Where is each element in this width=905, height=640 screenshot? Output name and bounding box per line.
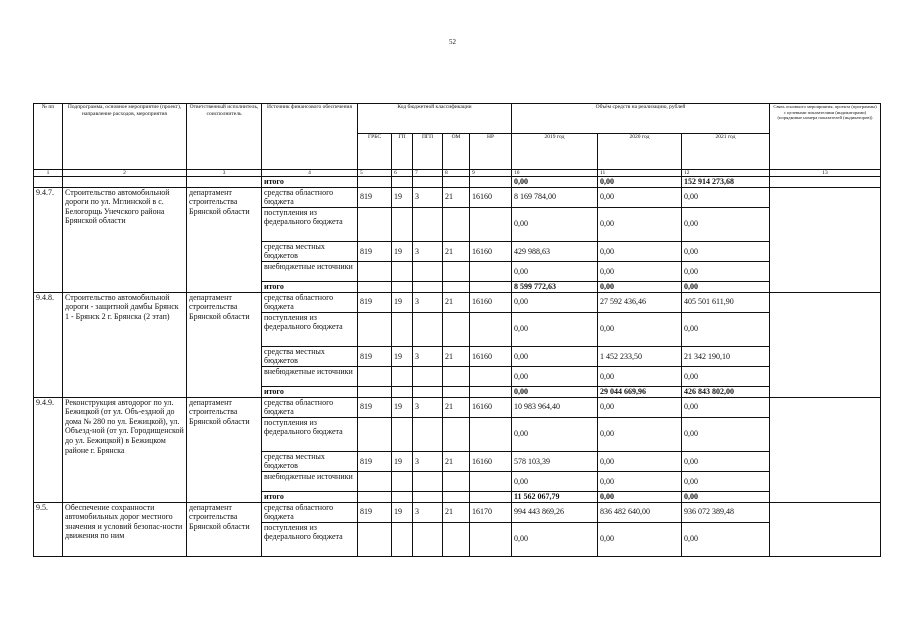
column-number: 7: [413, 170, 443, 177]
budget-table: [33, 103, 881, 557]
column-number: 2: [63, 170, 187, 177]
code-grbs: 819: [358, 241, 392, 261]
table-row: [34, 177, 881, 188]
code-grbs: 819: [358, 187, 392, 207]
measure-name: Реконструкция автодорог по ул. Бежицкой (от ул. Объ-ездной до дома № 280 по ул. Бежицкой), ул. Объезд-ной (от ул. Городищенской до ул. Бежицкой) в Бежицком районе г. Брянска: [63, 397, 187, 502]
empty-cell: [392, 491, 413, 502]
amount-2021: 0,00: [682, 187, 770, 207]
funding-source: поступления из федерального бюджета: [262, 312, 358, 346]
measure-name: Строительство автомобильной дороги по ул. Мглинской в с. Белогорщь Унечского района Брянской области: [63, 187, 187, 292]
column-number: 9: [470, 170, 512, 177]
code-np: [470, 366, 512, 386]
total-2020: 0,00: [598, 281, 682, 292]
code-grbs: [358, 417, 392, 451]
amount-2020: 1 452 233,50: [598, 346, 682, 366]
executor: департамент строительства Брянской области: [187, 187, 262, 292]
amount-2019: 429 988,63: [512, 241, 598, 261]
code-gp: [392, 471, 413, 491]
code-om: [443, 417, 470, 451]
empty-cell: [358, 281, 392, 292]
column-number: 3: [187, 170, 262, 177]
total-2019: 0,00: [512, 177, 598, 188]
total-label: итого: [262, 386, 358, 397]
amount-2020: 0,00: [598, 187, 682, 207]
executor: департамент строительства Брянской области: [187, 292, 262, 397]
empty-cell: [470, 491, 512, 502]
indicator-link: [770, 187, 881, 292]
header-2021: 2021 год: [682, 134, 770, 170]
funding-source: средства областного бюджета: [262, 502, 358, 522]
code-grbs: 819: [358, 451, 392, 471]
amount-2021: 0,00: [682, 417, 770, 451]
code-np: 16160: [470, 241, 512, 261]
header-gp: ГП: [392, 134, 413, 170]
amount-2020: 0,00: [598, 522, 682, 556]
total-2020: 0,00: [598, 491, 682, 502]
code-gp: [392, 522, 413, 556]
empty-cell: [443, 177, 470, 188]
code-np: [470, 471, 512, 491]
amount-2019: 578 103,39: [512, 451, 598, 471]
amount-2020: 836 482 640,00: [598, 502, 682, 522]
code-gp: 19: [392, 346, 413, 366]
amount-2019: 994 443 869,26: [512, 502, 598, 522]
amount-2019: 0,00: [512, 312, 598, 346]
column-numbers-row: [34, 170, 881, 177]
code-pgp: 3: [413, 187, 443, 207]
code-om: 21: [443, 397, 470, 417]
funding-source: поступления из федерального бюджета: [262, 207, 358, 241]
amount-2020: 0,00: [598, 397, 682, 417]
total-2021: 0,00: [682, 491, 770, 502]
code-om: 21: [443, 346, 470, 366]
table-row: [34, 397, 881, 417]
header-program: Подпрограмма, основное мероприятие (проект), направление расходов, мероприятия: [63, 104, 187, 170]
code-om: [443, 471, 470, 491]
code-om: [443, 366, 470, 386]
code-gp: 19: [392, 397, 413, 417]
header-grbs: ГРБС: [358, 134, 392, 170]
code-pgp: 3: [413, 241, 443, 261]
code-om: 21: [443, 451, 470, 471]
funding-source: внебюджетные источники: [262, 261, 358, 281]
amount-2020: 0,00: [598, 261, 682, 281]
amount-2020: 0,00: [598, 417, 682, 451]
code-gp: [392, 207, 413, 241]
page-number: 52: [449, 38, 456, 46]
code-grbs: [358, 522, 392, 556]
amount-2019: 0,00: [512, 522, 598, 556]
header-budget-code: Код бюджетной классификации: [358, 104, 512, 134]
amount-2020: 0,00: [598, 241, 682, 261]
total-label: итого: [262, 491, 358, 502]
code-gp: [392, 261, 413, 281]
row-number: 9.4.8.: [34, 292, 63, 397]
funding-source: средства местных бюджетов: [262, 241, 358, 261]
table-row: [34, 292, 881, 312]
header-pgp: ПГП: [413, 134, 443, 170]
amount-2021: 0,00: [682, 397, 770, 417]
code-np: [470, 312, 512, 346]
header-executor: Ответственный исполнитель, соисполнитель: [187, 104, 262, 170]
empty-cell: [470, 281, 512, 292]
code-om: [443, 261, 470, 281]
code-pgp: [413, 261, 443, 281]
column-number: 4: [262, 170, 358, 177]
funding-source: средства местных бюджетов: [262, 451, 358, 471]
amount-2020: 0,00: [598, 366, 682, 386]
amount-2019: 0,00: [512, 292, 598, 312]
amount-2021: 0,00: [682, 207, 770, 241]
amount-2021: 0,00: [682, 366, 770, 386]
header-source: Источник финансового обеспечения: [262, 104, 358, 170]
code-om: 21: [443, 187, 470, 207]
amount-2019: 0,00: [512, 346, 598, 366]
total-label: итого: [262, 281, 358, 292]
indicator-link: [770, 292, 881, 397]
table-body: [34, 177, 881, 557]
amount-2020: 0,00: [598, 471, 682, 491]
column-number: 12: [682, 170, 770, 177]
column-number: 1: [34, 170, 63, 177]
empty-cell: [470, 177, 512, 188]
amount-2020: 0,00: [598, 312, 682, 346]
code-np: 16170: [470, 502, 512, 522]
empty-cell: [358, 177, 392, 188]
code-grbs: 819: [358, 292, 392, 312]
code-om: [443, 207, 470, 241]
table-row: [34, 502, 881, 522]
code-gp: 19: [392, 451, 413, 471]
funding-source: средства местных бюджетов: [262, 346, 358, 366]
code-np: 16160: [470, 187, 512, 207]
code-pgp: 3: [413, 451, 443, 471]
amount-2020: 27 592 436,46: [598, 292, 682, 312]
total-label: итого: [262, 177, 358, 188]
amount-2019: 0,00: [512, 366, 598, 386]
code-grbs: [358, 312, 392, 346]
code-pgp: 3: [413, 397, 443, 417]
code-gp: [392, 312, 413, 346]
indicator-link: [770, 397, 881, 502]
column-number: 5: [358, 170, 392, 177]
code-pgp: 3: [413, 346, 443, 366]
header-np: НР: [470, 134, 512, 170]
indicator-link: [770, 502, 881, 556]
empty-cell: [34, 177, 63, 188]
empty-cell: [443, 281, 470, 292]
funding-source: поступления из федерального бюджета: [262, 522, 358, 556]
row-number: 9.4.9.: [34, 397, 63, 502]
amount-2019: 0,00: [512, 417, 598, 451]
column-number: 10: [512, 170, 598, 177]
amount-2021: 0,00: [682, 451, 770, 471]
code-gp: 19: [392, 292, 413, 312]
total-2021: 426 843 802,00: [682, 386, 770, 397]
code-pgp: [413, 471, 443, 491]
column-number: 6: [392, 170, 413, 177]
total-2020: 0,00: [598, 177, 682, 188]
measure-name: Строительство автомобильной дороги - защитной дамбы Брянск 1 - Брянск 2 г. Брянска (2 этап): [63, 292, 187, 397]
empty-cell: [187, 177, 262, 188]
row-number: 9.4.7.: [34, 187, 63, 292]
column-number: 11: [598, 170, 682, 177]
empty-cell: [470, 386, 512, 397]
total-2019: 0,00: [512, 386, 598, 397]
empty-cell: [358, 386, 392, 397]
amount-2021: 0,00: [682, 522, 770, 556]
code-grbs: 819: [358, 397, 392, 417]
code-grbs: 819: [358, 502, 392, 522]
row-number: 9.5.: [34, 502, 63, 556]
code-gp: 19: [392, 241, 413, 261]
funding-source: внебюджетные источники: [262, 471, 358, 491]
code-om: [443, 522, 470, 556]
amount-2019: 0,00: [512, 261, 598, 281]
code-om: 21: [443, 292, 470, 312]
header-om: ОМ: [443, 134, 470, 170]
amount-2021: 405 501 611,90: [682, 292, 770, 312]
code-om: 21: [443, 241, 470, 261]
empty-cell: [770, 177, 881, 188]
empty-cell: [63, 177, 187, 188]
code-grbs: [358, 261, 392, 281]
code-om: [443, 312, 470, 346]
table-row: [34, 187, 881, 207]
amount-2021: 21 342 190,10: [682, 346, 770, 366]
code-gp: 19: [392, 187, 413, 207]
code-pgp: [413, 522, 443, 556]
amount-2021: 936 072 389,48: [682, 502, 770, 522]
code-grbs: [358, 471, 392, 491]
code-np: [470, 207, 512, 241]
amount-2020: 0,00: [598, 451, 682, 471]
code-pgp: [413, 312, 443, 346]
header-amount: Объём средств на реализацию, рублей: [512, 104, 770, 134]
header-num: № пп: [34, 104, 63, 170]
code-np: 16160: [470, 451, 512, 471]
code-om: 21: [443, 502, 470, 522]
amount-2019: 10 983 964,40: [512, 397, 598, 417]
amount-2021: 0,00: [682, 471, 770, 491]
total-2021: 152 914 273,68: [682, 177, 770, 188]
code-np: [470, 261, 512, 281]
total-2021: 0,00: [682, 281, 770, 292]
empty-cell: [443, 491, 470, 502]
column-number: 8: [443, 170, 470, 177]
code-pgp: [413, 417, 443, 451]
header-2019: 2019 год: [512, 134, 598, 170]
funding-source: поступления из федерального бюджета: [262, 417, 358, 451]
measure-name: Обеспечение сохранности автомобильных дорог местного значения и условий безопас-ности движения по ним: [63, 502, 187, 556]
empty-cell: [443, 386, 470, 397]
empty-cell: [413, 281, 443, 292]
total-2019: 8 599 772,63: [512, 281, 598, 292]
total-2020: 29 044 669,96: [598, 386, 682, 397]
empty-cell: [413, 177, 443, 188]
code-gp: [392, 417, 413, 451]
amount-2021: 0,00: [682, 312, 770, 346]
header-link: Связь основного мероприятия, проекта (программы) с целевыми показателями (индикаторами) (порядковые номера показателей (индикаторов)): [770, 104, 881, 170]
empty-cell: [392, 177, 413, 188]
code-grbs: [358, 366, 392, 386]
empty-cell: [392, 281, 413, 292]
amount-2019: 0,00: [512, 207, 598, 241]
code-np: [470, 522, 512, 556]
amount-2021: 0,00: [682, 261, 770, 281]
funding-source: средства областного бюджета: [262, 292, 358, 312]
empty-cell: [392, 386, 413, 397]
empty-cell: [413, 491, 443, 502]
empty-cell: [413, 386, 443, 397]
funding-source: средства областного бюджета: [262, 397, 358, 417]
code-np: 16160: [470, 397, 512, 417]
code-grbs: [358, 207, 392, 241]
funding-source: внебюджетные источники: [262, 366, 358, 386]
empty-cell: [358, 491, 392, 502]
code-gp: 19: [392, 502, 413, 522]
column-number: 13: [770, 170, 881, 177]
code-gp: [392, 366, 413, 386]
executor: департамент строительства Брянской области: [187, 397, 262, 502]
header-2020: 2020 год: [598, 134, 682, 170]
funding-source: средства областного бюджета: [262, 187, 358, 207]
amount-2019: 0,00: [512, 471, 598, 491]
code-np: 16160: [470, 346, 512, 366]
code-grbs: 819: [358, 346, 392, 366]
amount-2020: 0,00: [598, 207, 682, 241]
amount-2019: 8 169 784,00: [512, 187, 598, 207]
amount-2021: 0,00: [682, 241, 770, 261]
code-pgp: [413, 207, 443, 241]
code-pgp: [413, 366, 443, 386]
code-np: [470, 417, 512, 451]
code-pgp: 3: [413, 502, 443, 522]
executor: департамент строительства Брянской области: [187, 502, 262, 556]
total-2019: 11 562 067,79: [512, 491, 598, 502]
code-pgp: 3: [413, 292, 443, 312]
code-np: 16160: [470, 292, 512, 312]
